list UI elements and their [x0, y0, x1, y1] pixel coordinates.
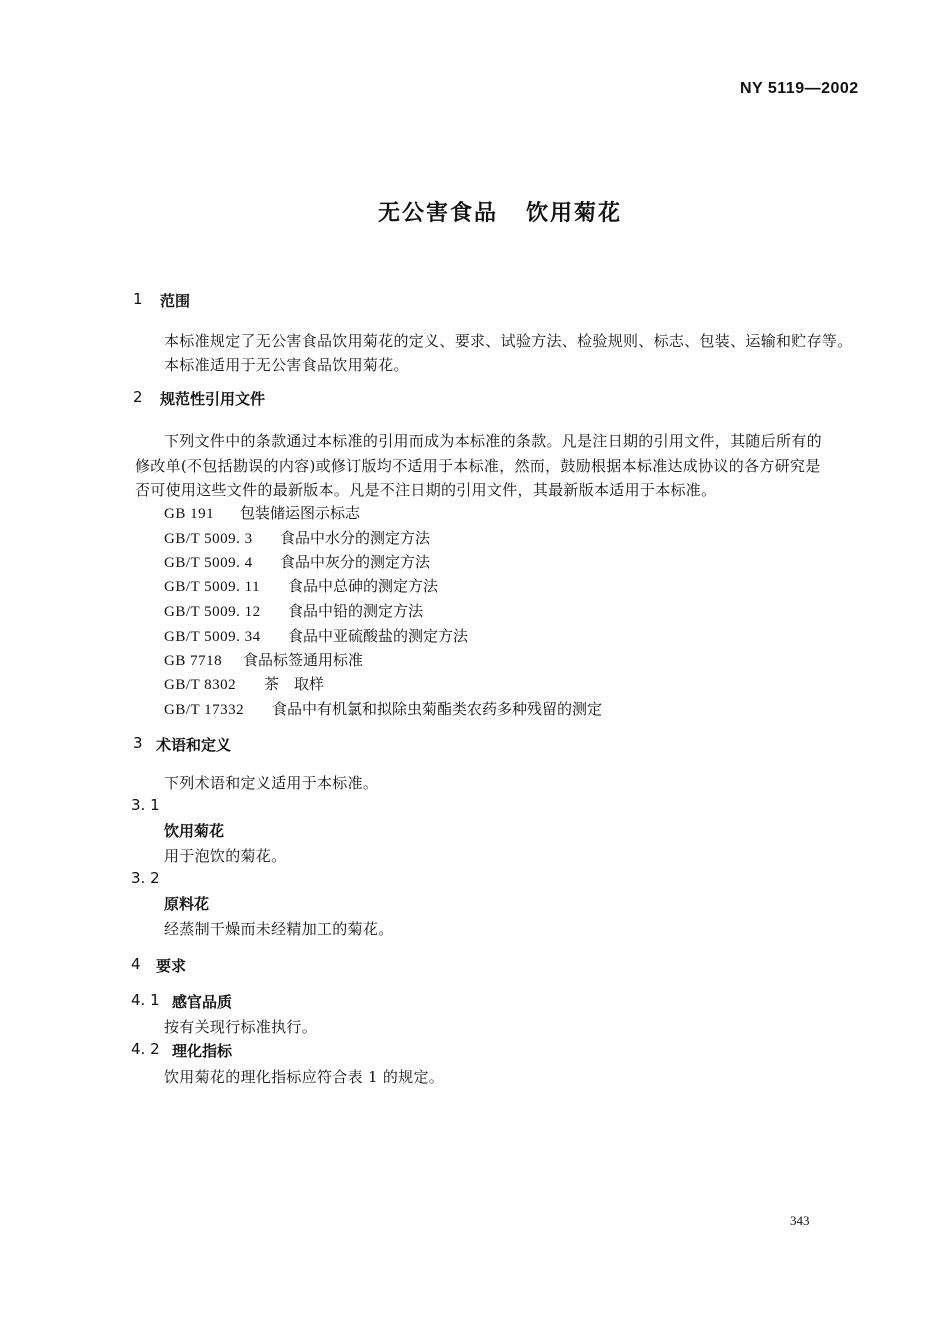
reference-title: 茶 取样 — [264, 675, 325, 693]
reference-code: GB/T 5009. 11 — [164, 579, 261, 595]
reference-title: 食品标签通用标准 — [243, 651, 364, 669]
term-2-name: 原料花 — [164, 895, 210, 913]
subsection-4-2-text: 饮用菊花的理化指标应符合表 1 的规定。 — [164, 1068, 445, 1086]
section-1-number: 1 — [133, 290, 143, 308]
subsection-4-1-number: 4. 1 — [131, 991, 160, 1009]
reference-title: 食品中水分的测定方法 — [280, 529, 431, 547]
term-1-definition: 用于泡饮的菊花。 — [164, 847, 287, 865]
section-4-number: 4 — [131, 955, 141, 973]
reference-item — [164, 575, 438, 596]
section-4-title: 要求 — [156, 957, 187, 975]
reference-title: 食品中灰分的测定方法 — [280, 553, 431, 571]
subsection-4-2-title: 理化指标 — [172, 1042, 233, 1060]
reference-title: 食品中铅的测定方法 — [288, 602, 424, 620]
page-number: 343 — [790, 1213, 810, 1228]
reference-code: GB/T 5009. 4 — [164, 555, 253, 571]
reference-item — [164, 527, 430, 548]
section-1-title: 范围 — [160, 292, 191, 310]
reference-code: GB 191 — [164, 506, 215, 522]
reference-code: GB/T 5009. 12 — [164, 604, 261, 620]
document-title — [0, 196, 950, 227]
reference-title: 食品中总砷的测定方法 — [288, 577, 439, 595]
section-2-number: 2 — [133, 388, 143, 406]
reference-item — [164, 600, 423, 621]
title-part-1: 无公害食品 — [377, 201, 498, 226]
section-3-intro: 下列术语和定义适用于本标准。 — [164, 774, 379, 792]
section-2-paragraph-line-1: 下列文件中的条款通过本标准的引用而成为本标准的条款。凡是注日期的引用文件，其随后所有的 — [164, 432, 822, 450]
reference-item — [164, 649, 363, 670]
reference-title: 食品中有机氯和拟除虫菊酯类农药多种残留的测定 — [272, 700, 603, 718]
section-3-title: 术语和定义 — [156, 736, 232, 754]
subsection-4-2-number: 4. 2 — [131, 1040, 160, 1058]
reference-code: GB/T 8302 — [164, 677, 237, 693]
section-2-title: 规范性引用文件 — [160, 390, 266, 408]
reference-title: 包装储运图示标志 — [240, 504, 361, 522]
reference-title: 食品中亚硫酸盐的测定方法 — [288, 627, 469, 645]
term-1-number: 3. 1 — [131, 796, 160, 814]
reference-code: GB/T 17332 — [164, 702, 245, 718]
reference-item — [164, 698, 602, 719]
section-1-paragraph-2: 本标准适用于无公害食品饮用菊花。 — [164, 356, 409, 374]
reference-item — [164, 673, 324, 694]
section-1-paragraph-1: 本标准规定了无公害食品饮用菊花的定义、要求、试验方法、检验规则、标志、包装、运输和贮存等。 — [164, 332, 853, 350]
section-2-paragraph-line-3: 否可使用这些文件的最新版本。凡是不注日期的引用文件，其最新版本适用于本标准。 — [135, 481, 717, 499]
subsection-4-1-title: 感官品质 — [172, 993, 233, 1011]
reference-code: GB/T 5009. 34 — [164, 629, 261, 645]
section-2-paragraph-line-2: 修改单(不包括勘误的内容)或修订版均不适用于本标准，然而，鼓励根据本标准达成协议的各方研究是 — [135, 457, 821, 475]
reference-code: GB/T 5009. 3 — [164, 531, 253, 547]
term-2-definition: 经蒸制干燥而未经精加工的菊花。 — [164, 920, 394, 938]
title-part-2: 饮用菊花 — [526, 201, 623, 226]
standard-code: NY 5119—2002 — [740, 80, 859, 97]
reference-item — [164, 502, 360, 523]
reference-item — [164, 625, 468, 646]
reference-item — [164, 551, 430, 572]
subsection-4-1-text: 按有关现行标准执行。 — [164, 1018, 318, 1036]
term-2-number: 3. 2 — [131, 869, 160, 887]
section-3-number: 3 — [133, 734, 143, 752]
reference-code: GB 7718 — [164, 653, 223, 669]
term-1-name: 饮用菊花 — [164, 822, 225, 840]
